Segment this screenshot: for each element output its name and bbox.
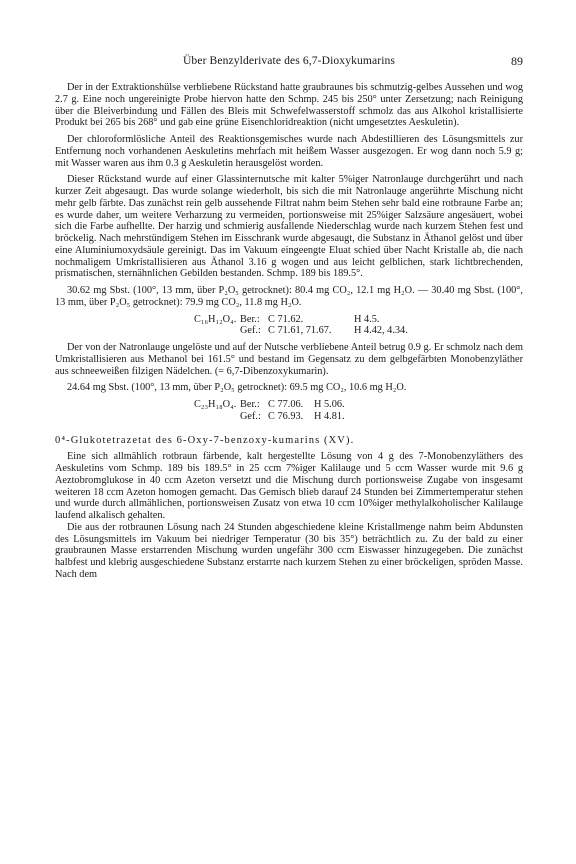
- found-carbon: C 71.61, 71.67.: [268, 325, 332, 337]
- paragraph: 24.64 mg Sbst. (100°, 13 mm, über P₂O₅ getrocknet): 69.5 mg CO₂, 10.6 mg H₂O.: [67, 382, 407, 394]
- calc-hydrogen: H 4.5.: [354, 313, 380, 325]
- paragraph: Die aus der rotbraunen Lösung nach 24 Stunden abgeschiedene kleine Kristallmenge nahm beim Abdunsten des Lösungsmittels im Vakuum bei niedriger Temperatur (30 bis 35°) beträchtlich zu. Zu der bald zu einer graubraunen Masse erstarrenden Mischung wurden ungefähr 300 ccm Eiswasser hinzugegeben. Die zunächst halbfest und klebrig ausgeschiedene Substanz erstarrte nach kurzem Stehen zu einer bröckeligen, spröden Masse. Nach dem: [55, 521, 523, 580]
- found-hydrogen: H 4.81.: [314, 410, 345, 422]
- paragraph: Der von der Natronlauge ungelöste und auf der Nutsche verbliebene Anteil betrug 0.9 g. Er schmolz nach dem Umkristallisieren aus Methanol bei 161.5° und bestand im Gegensatz zu dem gelbgefärbten Monobenzyläther aus schneeweißen filzigen Nädelchen. (= 6,7-Dibenzoxykumarin).: [55, 342, 523, 377]
- elemental-analysis: [55, 399, 523, 423]
- found-hydrogen: H 4.42, 4.34.: [354, 325, 408, 337]
- found-carbon: C 76.93.: [268, 410, 304, 422]
- running-title: Über Benzylderivate des 6,7-Dioxykumarins: [182, 54, 396, 67]
- paragraph: Der chloroformlösliche Anteil des Reaktionsgemisches wurde nach Abdestillieren des Lösungsmittels zur Entfernung noch vorhandenen Aeskuletins mehrfach mit heißem Wasser ausgezogen. Er wog dann noch 5.9 g; mit Wasser waren aus ihm 0.3 g Aeskuletin herausgelöst worden.: [55, 134, 523, 169]
- elemental-analysis: [55, 314, 523, 338]
- paragraph: Dieser Rückstand wurde auf einer Glassinternutsche mit kalter 5%iger Natronlauge durchgerührt und nach kurzer Zeit abgesaugt. Das wurde solange wiederholt, bis sich die mit Natronlauge angerührte Mischung nicht mehr gelb färbte. Das zunächst rein gelb aussehende Filtrat nahm beim Stehen sehr bald eine rotbraune Farbe an; es wurde daher, um weitere Verharzung zu vermeiden, portionsweise mit 25%iger Salzsäure angesäuert, wobei sich die Farbe aufhellte. Der harzig und schmierig ausfallende Niederschlag wurde nach kurzem Stehen fest und bröckelig. Nach mehrstündigem Stehen im Eisschrank wurde abgesaugt, die Substanz in Äthanol gelöst und über eine Aluminiumoxydsäule gereinigt. Das im Vakuum eingeengte Eluat schied über Nacht Kristalle ab, die nach nochmaligem Umkristallisieren aus Äthanol 3.16 g wogen und aus leicht gelblichen, stark lichtbrechenden, prismatischen, sternähnlichen Gebilden bestanden. Schmp. 189 bis 189.5°.: [55, 174, 523, 280]
- paragraph: Der in der Extraktionshülse verbliebene Rückstand hatte graubraunes bis schmutzig-gelbes Aussehen und wog 2.7 g. Eine noch ungereinigte Probe hiervon hatte den Schmp. 245 bis 250° unter Zersetzung; nach Reinigung über die Bleiverbindung und Fällen des Bleis mit Schwefelwasserstoff schmolz das aus Alkohol kristallisierte Produkt bei 265 bis 268° und gab eine grüne Eisenchloridreaktion (nicht umgesetztes Aeskuletin).: [55, 82, 523, 129]
- calc-carbon: C 77.06.: [268, 399, 304, 410]
- found-label: Gef.:: [240, 325, 261, 337]
- running-header: [55, 54, 523, 70]
- paragraph: Eine sich allmählich rotbraun färbende, kalt hergestellte Lösung von 4 g des 7-Monobenzyläthers des Aeskuletins vom Schmp. 189 bis 189.5° in 25 ccm 7%iger Kalilauge und 5 ccm Wasser wurde mit 9.6 g Aeztobromglukose in 40 ccm Azeton versetzt und die Mischung durch portionsweise Zugabe von insgesamt weiteren 18 ccm Azeton homogen gemacht. Das Gemisch blieb darauf 24 Stunden bei Zimmertemperatur stehen und wurde durch allmählichen, portionsweisen Zusatz von etwa 10 ccm 10%iger methylalkoholischer Kalilauge laufend alkalisch gehalten.: [55, 451, 523, 521]
- found-label: Gef.:: [240, 410, 261, 422]
- article-body: [55, 82, 523, 581]
- calc-label: Ber.:: [240, 399, 260, 410]
- paragraph: 30.62 mg Sbst. (100°, 13 mm, über P₂O₅ getrocknet): 80.4 mg CO₂, 12.1 mg H₂O. — 30.40 mg Sbst. (100°, 13 mm, über P₂O₅ getrocknet): 79.9 mg CO₂, 11.8 mg H₂O.: [55, 285, 523, 308]
- calc-label: Ber.:: [240, 313, 260, 325]
- molecular-formula: C₂₃H₁₈O₄.: [194, 399, 237, 410]
- section-heading: 0⁴-Glukotetrazetat des 6-Oxy-7-benzoxy-kumarins (XV).: [55, 434, 355, 446]
- page-number: 89: [511, 54, 523, 68]
- calc-carbon: C 71.62.: [268, 313, 304, 325]
- molecular-formula: C₁₆H₁₂O₄.: [194, 313, 237, 325]
- calc-hydrogen: H 5.06.: [314, 399, 345, 410]
